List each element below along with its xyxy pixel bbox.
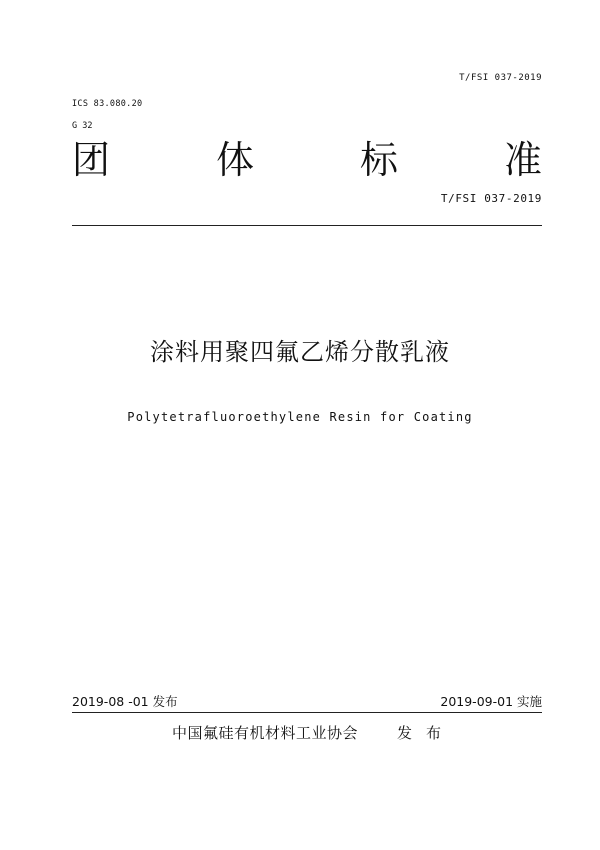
- publisher-name: 中国氟硅有机材料工业协会: [172, 724, 359, 742]
- document-code-top: T/FSI 037-2019: [459, 73, 542, 83]
- title-english: Polytetrafluoroethylene Resin for Coating: [127, 410, 473, 424]
- header-divider: [72, 225, 542, 226]
- title-chinese: 涂料用聚四氟乙烯分散乳液: [150, 338, 450, 366]
- standard-type-char: 体: [215, 138, 254, 182]
- footer-divider: [72, 712, 542, 713]
- standard-type-char: 准: [503, 138, 542, 182]
- ics-code: ICS 83.080.20: [72, 99, 143, 109]
- issue-date: 2019-08 -01 发布: [72, 694, 178, 709]
- standard-type-char: 标: [359, 138, 398, 182]
- standard-number: T/FSI 037-2019: [440, 192, 542, 205]
- standard-type-char: 团: [72, 138, 111, 182]
- standard-type-heading: [72, 136, 542, 184]
- implementation-date: 2019-09-01 实施: [440, 694, 542, 709]
- publisher-action: 发布: [397, 724, 456, 742]
- ccs-code: G 32: [72, 121, 93, 131]
